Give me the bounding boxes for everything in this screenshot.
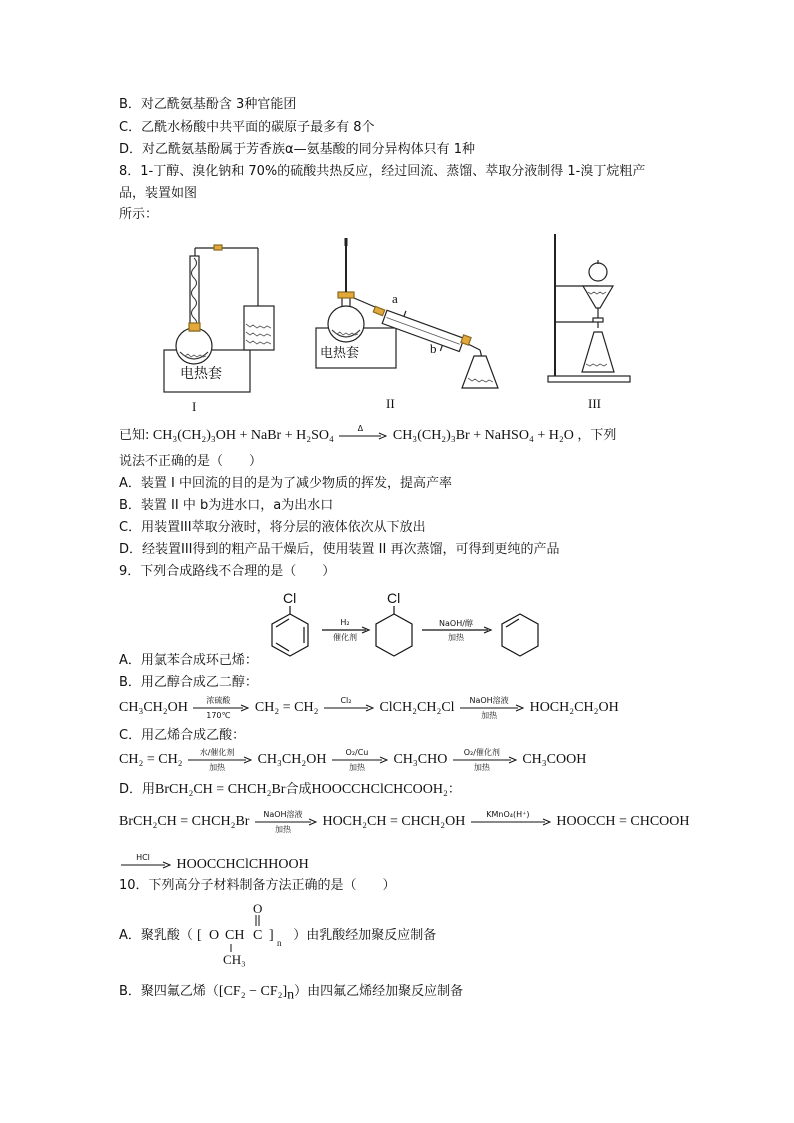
c-arrow-2 [332,750,388,770]
apparatus-label-3: III [588,396,601,411]
q9-b-route [119,698,619,718]
arrow2-top: NaOH/醇 [439,619,473,628]
q9-a-scheme [262,592,562,662]
q8-option-a: A．装置 I 中回流的目的是为了减少物质的挥发，提高产率 [119,476,452,491]
b-species-3: ClCH₂CH₂Cl [379,700,455,716]
d-species-2: HOCH₂CH = CHCH₂OH [322,814,466,830]
d-product: HOOCCHClCHCOOH₂ [311,782,448,797]
chloro-label-2: Cl [387,590,401,606]
q9-c-route [119,750,586,770]
q10-option-b [119,983,463,1005]
d-arrow-1-bottom: 加热 [274,825,291,834]
d-arrow-2-top: KMnO₄(H⁺) [486,810,530,819]
c-arrow-2-top: O₂/Cu [345,748,369,757]
d-prefix: D．用 [119,782,156,797]
q8-stem-line1: 8．1-丁醇、溴化钠和 70%的硫酸共热反应，经过回流、蒸馏、萃取分液制得 1-溴丁烷粗产 [119,164,646,179]
apparatus-figure [150,228,650,418]
c-arrow-3-bottom: 加热 [473,763,490,772]
struct-carbonyl-o: O [253,901,263,916]
heater-label-2: 电热套 [320,346,360,361]
c-species-4: CH₃COOH [522,752,587,768]
q8-option-b: B．装置 II 中 b为进水口，a为出水口 [119,498,334,513]
struct-o: O [209,928,220,943]
q8-stem-line2: 品，装置如图 [119,186,198,201]
arrow2-bottom: 加热 [448,633,464,642]
struct-bracket-close: ] [269,928,274,943]
equation-condition: Δ [357,424,364,433]
d-species-4: HOOCCHClCHHOOH [176,857,309,873]
mark-a: a [392,291,398,306]
apparatus-label-1: I [192,399,197,414]
d-arrow-1-top: NaOH溶液 [263,810,303,819]
struct-n: n [277,938,282,948]
b-arrow-3-bottom: 加热 [481,711,498,720]
d-arrow-2 [471,812,551,832]
arrow1-bottom: 催化剂 [333,633,357,642]
d-arrow-1 [255,812,317,832]
q7-option-d: D．对乙酰氨基酚属于芳香族α—氨基酸的同分异构体只有 1种 [119,142,475,157]
b-arrow-2 [324,698,374,718]
c-species-1: CH₂ = CH₂ [119,752,183,768]
q10-b-prefix: B．聚四氟乙烯（ [119,984,219,999]
struct-ch: CH [225,928,245,943]
b-arrow-2-top: Cl₂ [340,696,352,705]
q8-stem-line3: 所示： [119,207,159,222]
q8-option-c: C．用装置III萃取分液时，将分层的液体依次从下放出 [119,520,426,535]
apparatus-drawing [150,228,650,418]
q10-b-suffix: ）由四氟乙烯经加聚反应制备 [294,984,464,999]
d-arrow-3-top: HCl [136,853,150,862]
struct-bracket-open: [ [197,928,202,943]
c-species-2: CH₃CH₂OH [257,752,327,768]
d-species-3: HOOCCH = CHCOOH [556,814,690,830]
b-arrow-3-top: NaOH溶液 [469,696,509,705]
q10-option-a [119,901,437,967]
ptfe-structure: [CF₂ − CF₂] [218,984,288,999]
b-arrow-3 [460,698,524,718]
ptfe-n: n [287,987,295,1003]
c-arrow-1 [188,750,252,770]
mark-b: b [430,341,437,356]
q9-option-a: A．用氯苯合成环己烯： [119,653,258,668]
c-arrow-1-bottom: 加热 [209,763,226,772]
d-mid: 合成 [285,782,312,797]
q9-stem: 9．下列合成路线不合理的是（ ） [119,564,336,579]
equation-arrow [339,426,387,446]
equation-suffix: ，下列 [577,428,617,444]
b-arrow-1 [193,698,249,718]
c-arrow-2-bottom: 加热 [348,763,365,772]
q9-option-d [119,781,461,799]
q7-option-b: B．对乙酰氨基酚含 3种官能团 [119,97,297,112]
scheme-drawing [262,592,562,662]
equation-left: CH₃(CH₂)₃OH + NaBr + H₂SO₄ [152,428,334,444]
c-arrow-3-top: O₂/催化剂 [463,748,500,757]
c-species-3: CH₃CHO [393,752,448,768]
q10-a-suffix: ）由乳酸经加聚反应制备 [293,928,437,943]
b-arrow-1-top: 浓硫酸 [206,696,231,705]
q10-a-prefix: A．聚乳酸（ [119,928,193,943]
q9-option-b: B．用乙醇合成乙二醇： [119,675,258,690]
b-species-1: CH₃CH₂OH [119,700,188,716]
q9-d-route [119,812,690,832]
equation-right: CH₃(CH₂)₃Br + NaHSO₄ + H₂O [392,428,574,444]
struct-c: C [253,928,263,943]
q9-d-route-cont [119,855,309,875]
chloro-label-1: Cl [283,590,297,606]
heater-label-1: 电热套 [180,366,222,382]
d-arrow-3 [121,855,171,875]
q7-option-c: C．乙酰水杨酸中共平面的碳原子最多有 8个 [119,120,375,135]
q10-stem: 10．下列高分子材料制备方法正确的是（ ） [119,878,396,893]
struct-methyl: CH₃ [223,952,246,967]
b-species-4: HOCH₂CH₂OH [529,700,619,716]
c-arrow-1-top: 水/催化剂 [199,748,235,757]
b-species-2: CH₂ = CH₂ [254,700,319,716]
d-reactant: BrCH₂CH = CHCH₂Br [155,782,286,797]
apparatus-label-2: II [386,396,395,411]
q8-stem-line4: 说法不正确的是（ ） [119,454,263,469]
known-prefix: 已知: [119,428,150,444]
c-arrow-3 [453,750,517,770]
q8-option-d: D．经装置III得到的粗产品干燥后，使用装置 II 再次蒸馏，可得到更纯的产品 [119,542,560,557]
arrow1-top: H₂ [340,618,350,627]
polylactic-structure [197,901,289,967]
d-suffix: ： [447,782,461,797]
b-arrow-1-bottom: 170℃ [206,711,231,720]
d-species-1: BrCH₂CH = CHCH₂Br [119,814,250,830]
q8-known-equation [119,426,616,446]
struct-bonds [197,913,289,957]
q9-option-c: C．用乙烯合成乙酸： [119,728,246,743]
